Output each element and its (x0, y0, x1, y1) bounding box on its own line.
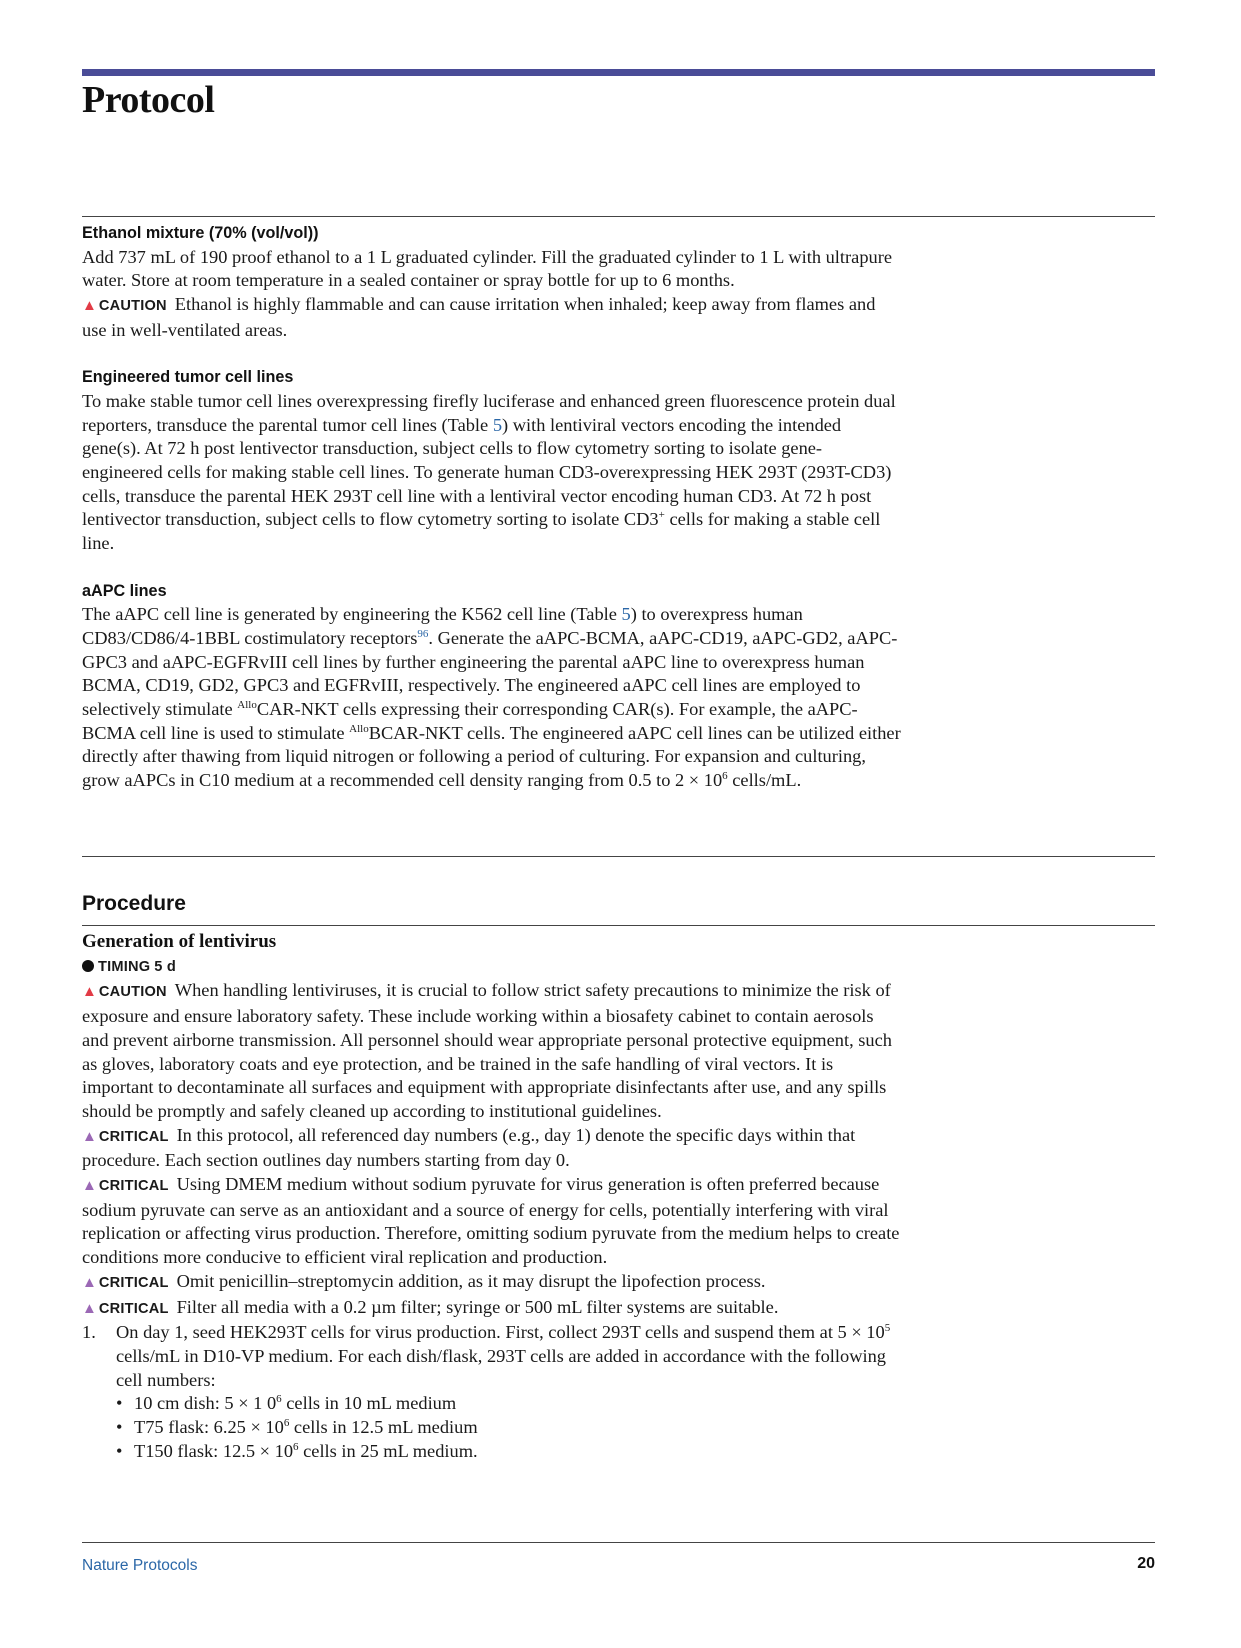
superscript: Allo (349, 722, 369, 735)
aapc-body (82, 603, 902, 793)
list-text: T150 flask: 12.5 × 10 (134, 1440, 294, 1461)
critical-label: CRITICAL (98, 1178, 169, 1195)
critical-label: CRITICAL (98, 1128, 169, 1145)
critical-triangle-icon: ▲ (82, 1178, 97, 1195)
aapc-text: ) to overexpress human CD83/CD86/4-1BBL costimulatory receptors (82, 604, 803, 648)
divider (82, 925, 1155, 926)
critical-text: Using DMEM medium without sodium pyruvate for virus generation is often preferred because sodium pyruvate can serve as an antioxidant and a source of energy for cells, potentially interfering with viral replication or affecting virus production. Therefore, omitting sodium pyruvate from the medium helps to create conditions more conducive to efficient viral replication and production. (82, 1174, 900, 1268)
step-1 (82, 1321, 902, 1392)
critical-text: Filter all media with a 0.2 µm filter; syringe or 500 mL filter systems are suitable. (176, 1296, 779, 1317)
step-text: cells/mL in D10-VP medium. For each dish/flask, 293T cells are added in accordance with the following cell numbers: (116, 1345, 886, 1390)
journal-name-link[interactable]: Nature Protocols (82, 1557, 198, 1574)
timing-dot-icon (82, 960, 94, 972)
aapc-text: . Generate the aAPC-BCMA, aAPC-CD19, aAPC-GD2, aAPC-GPC3 and aAPC-EGFRvIII cell lines by further engineering the parental aAPC line to overexpress human BCMA, CD19, GD2, GPC3 and EGFRvIII, respectively. The engineered aAPC cell lines are employed to selectively stimulate (82, 627, 898, 720)
superscript: 6 (722, 770, 728, 783)
ethanol-heading: Ethanol mixture (70% (vol/vol)) (82, 224, 319, 242)
superscript: 6 (293, 1440, 299, 1453)
lentivirus-caution (82, 979, 902, 1123)
warning-triangle-icon: ▲ (82, 984, 97, 1001)
critical-triangle-icon: ▲ (82, 1274, 97, 1291)
critical-text: Omit penicillin–streptomycin addition, as it may disrupt the lipofection process. (176, 1270, 766, 1291)
reagent-setup-section (82, 222, 902, 793)
timing-label: TIMING (98, 958, 151, 975)
list-item (116, 1440, 902, 1464)
critical-triangle-icon: ▲ (82, 1300, 97, 1317)
list-item (116, 1416, 902, 1440)
header-accent-bar (82, 69, 1155, 76)
aapc-text: CAR-NKT cells expressing their corresponding CAR(s). For example, the aAPC-BCMA cell line is used to stimulate (82, 699, 858, 743)
procedure-steps (82, 1321, 902, 1392)
lentivirus-section (82, 930, 902, 1463)
section-title-procedure: Procedure (82, 892, 186, 915)
superscript: 5 (884, 1322, 891, 1335)
ethanol-body: Add 737 mL of 190 proof ethanol to a 1 L graduated cylinder. Fill the graduated cylinder to 1 L with ultrapure water. Store at room temperature in a sealed container or spray bottle for up to 6 months. (82, 246, 892, 291)
step-number: 1. (82, 1322, 96, 1343)
critical-note (82, 1173, 902, 1270)
lentivirus-heading: Generation of lentivirus (82, 931, 277, 952)
citation-link[interactable]: 96 (417, 627, 429, 640)
aapc-text: cells/mL. (727, 770, 802, 791)
divider (82, 856, 1155, 857)
list-text: 10 cm dish: 5 × 1 0 (134, 1393, 277, 1414)
caution-text: When handling lentiviruses, it is crucial to follow strict safety precautions to minimize the risk of exposure and ensure laboratory safety. These include working within a biosafety cabinet to contain aerosols and prevent airborne transmission. All personnel should wear appropriate personal protective equipment, such as gloves, laboratory coats and eye protection, and be trained in the safe handling of viral vectors. It is important to decontaminate all surfaces and equipment with appropriate disinfectants after use, and any spills should be promptly and safely cleaned up according to institutional guidelines. (82, 980, 892, 1121)
tumor-body (82, 390, 902, 556)
page-title: Protocol (82, 79, 215, 121)
footer-divider (82, 1542, 1155, 1543)
aapc-text: The aAPC cell line is generated by engineering the K562 cell line (Table (82, 604, 622, 625)
critical-triangle-icon: ▲ (82, 1128, 97, 1145)
critical-label: CRITICAL (98, 1274, 169, 1291)
timing-value: 5 d (154, 958, 176, 975)
tumor-text: cells for making a stable cell line. (82, 509, 881, 554)
critical-note (82, 1270, 902, 1296)
aapc-text: BCAR-NKT cells. The engineered aAPC cell lines can be utilized either directly after thawing from liquid nitrogen or following a period of culturing. For expansion and culturing, grow aAPCs in C10 medium at a recommended cell density ranging from 0.5 to 2 × 10 (82, 722, 901, 791)
critical-note (82, 1124, 902, 1173)
list-text: cells in 12.5 mL medium (289, 1417, 478, 1438)
superscript: Allo (237, 698, 257, 711)
list-text: T75 flask: 6.25 × 10 (134, 1417, 284, 1438)
superscript: 6 (276, 1393, 282, 1406)
tumor-heading: Engineered tumor cell lines (82, 368, 294, 387)
list-text: cells in 25 mL medium. (298, 1440, 478, 1461)
list-text: cells in 10 mL medium (281, 1393, 457, 1414)
superscript: 6 (283, 1416, 290, 1429)
critical-note (82, 1296, 902, 1322)
timing-line (82, 954, 902, 980)
caution-label: CAUTION (98, 298, 167, 315)
tumor-text: To make stable tumor cell lines overexpressing firefly luciferase and enhanced green fluorescence protein dual reporters, transduce the parental tumor cell lines (Table (82, 390, 896, 435)
caution-text: Ethanol is highly flammable and can cause irritation when inhaled; keep away from flames and use in well-ventilated areas. (82, 294, 876, 340)
ethanol-caution (82, 293, 902, 342)
step-text: On day 1, seed HEK293T cells for virus production. First, collect 293T cells and suspend them at 5 × 10 (116, 1322, 885, 1343)
superscript: + (658, 509, 665, 522)
page-number: 20 (1137, 1555, 1155, 1572)
caution-label: CAUTION (98, 984, 167, 1001)
warning-triangle-icon: ▲ (82, 298, 97, 315)
list-item (116, 1392, 902, 1416)
tumor-text: ) with lentiviral vectors encoding the intended gene(s). At 72 h post lentivector transduction, subject cells to flow cytometry sorting to isolate gene-engineered cells for making stable cell lines. To generate human CD3-overexpressing HEK 293T (293T-CD3) cells, transduce the parental HEK 293T cell line with a lentiviral vector encoding human CD3. At 72 h post lentivector transduction, subject cells to flow cytometry sorting to isolate CD3 (82, 414, 892, 530)
critical-label: CRITICAL (98, 1300, 169, 1317)
critical-text: In this protocol, all referenced day numbers (e.g., day 1) denote the specific days within that procedure. Each section outlines day numbers starting from day 0. (82, 1124, 856, 1171)
table-link[interactable]: 5 (492, 414, 503, 435)
divider (82, 216, 1155, 217)
table-link[interactable]: 5 (621, 604, 631, 625)
aapc-heading: aAPC lines (82, 581, 167, 600)
cell-number-list (82, 1392, 902, 1463)
